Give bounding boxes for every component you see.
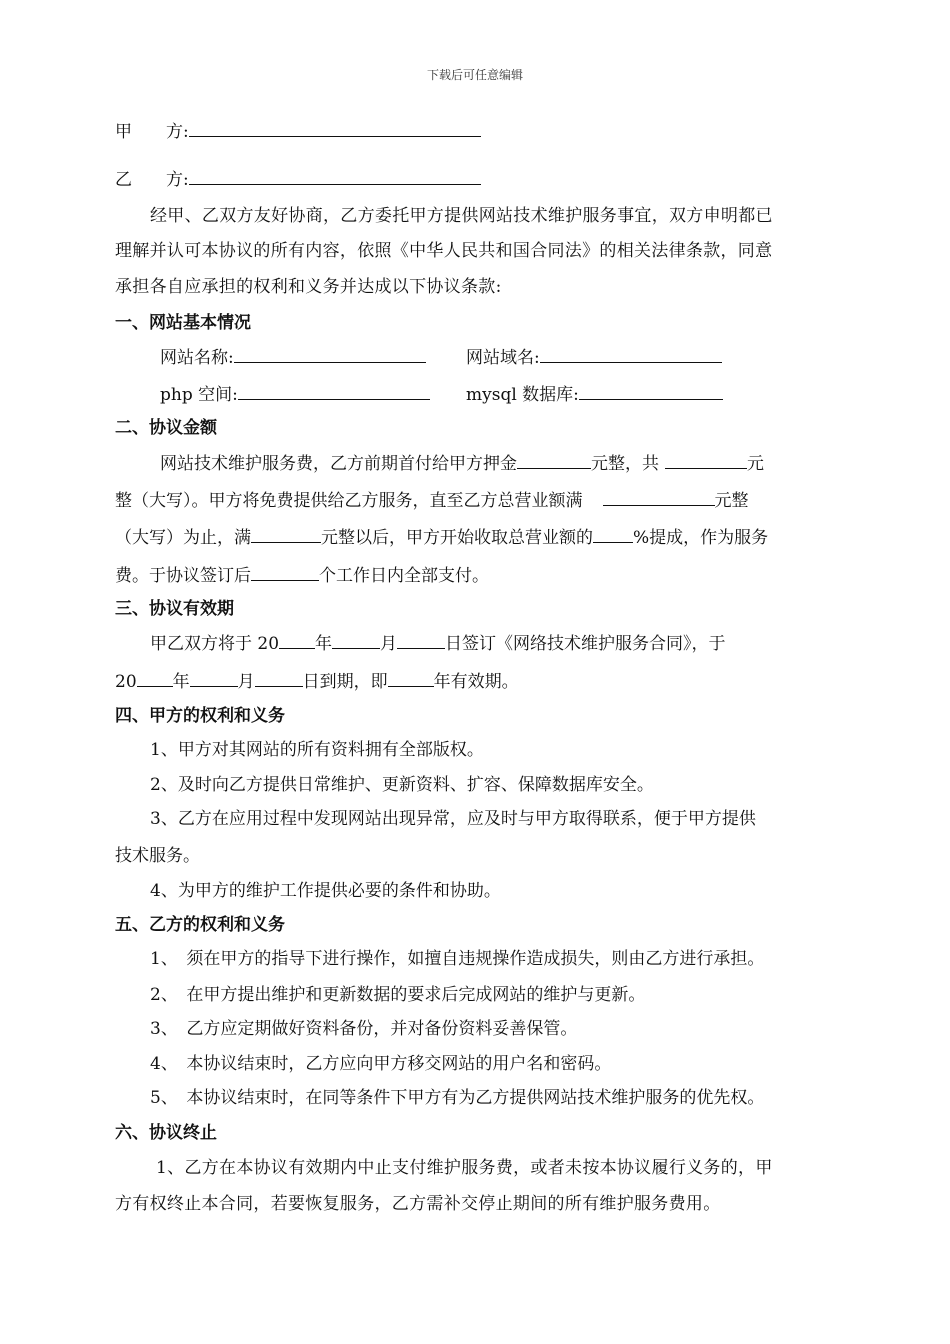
term-text-1b: 年: [315, 634, 333, 654]
fee-text-1b: 元整，共: [591, 454, 659, 474]
sign-day-blank[interactable]: [397, 632, 445, 649]
page-header: 下载后可任意编辑: [426, 68, 523, 82]
intro-line-1: 经甲、乙双方友好协商，乙方委托甲方提供网站技术维护服务事宜，双方申明都已: [150, 206, 773, 226]
fee-line-2: [115, 489, 749, 512]
s4-item-3: 3、乙方在应用过程中发现网站出现异常，应及时与甲方取得联系，便于甲方提供: [150, 809, 756, 829]
fee-text-3a: （大写）为止，满: [115, 528, 251, 548]
s4-item-2: 2、及时向乙方提供日常维护、更新资料、扩容、保障数据库安全。: [150, 775, 654, 795]
fee-text-3c: %提成，作为服务: [633, 528, 769, 548]
fee-text-2b: 元整: [714, 491, 749, 511]
party-b-line: [115, 168, 481, 191]
fee-line-1: [160, 452, 764, 475]
section-6-title: 六、协议终止: [115, 1123, 217, 1143]
term-line-2: [115, 670, 519, 693]
fee-text-4b: 个工作日内全部支付。: [319, 566, 489, 586]
site-domain-label: 网站域名:: [466, 348, 540, 368]
section-3-title: 三、协议有效期: [115, 599, 234, 619]
term-text-2e: 年有效期。: [433, 672, 519, 692]
fee-text-4a: 费。于协议签订后: [115, 566, 251, 586]
mysql-db-label: mysql 数据库:: [466, 385, 579, 405]
term-line-1: [150, 632, 726, 655]
term-text-1a: 甲乙双方将于 20: [150, 634, 280, 654]
revenue-threshold-blank[interactable]: [603, 489, 715, 506]
mysql-db-field: [466, 383, 723, 406]
intro-line-2: 理解并认可本协议的所有内容，依照《中华人民共和国合同法》的相关法律条款，同意: [115, 241, 773, 261]
validity-years-blank[interactable]: [388, 670, 434, 687]
section-1-title: 一、网站基本情况: [115, 313, 251, 333]
party-b-label: 乙 方:: [115, 170, 189, 190]
site-name-blank[interactable]: [234, 346, 426, 363]
intro-line-3: 承担各自应承担的权利和义务并达成以下协议条款:: [115, 277, 502, 297]
percent-blank[interactable]: [593, 526, 633, 543]
end-day-blank[interactable]: [255, 670, 303, 687]
party-a-blank[interactable]: [189, 120, 481, 137]
threshold-blank-2[interactable]: [251, 526, 321, 543]
s5-item-3: 3、 乙方应定期做好资料备份，并对备份资料妥善保管。: [150, 1019, 578, 1039]
php-space-field: [160, 383, 430, 406]
party-b-blank[interactable]: [189, 168, 481, 185]
deposit-blank[interactable]: [517, 452, 591, 469]
s4-item-4: 4、为甲方的维护工作提供必要的条件和协助。: [150, 881, 501, 901]
fee-text-1a: 网站技术维护服务费，乙方前期首付给甲方押金: [160, 454, 517, 474]
s6-item-1: 1、乙方在本协议有效期内中止支付维护服务费，或者未按本协议履行义务的，甲: [156, 1158, 773, 1178]
term-text-2b: 年: [172, 672, 190, 692]
site-name-label: 网站名称:: [160, 348, 234, 368]
section-2-title: 二、协议金额: [115, 418, 217, 438]
s6-item-1-cont: 方有权终止本合同，若要恢复服务，乙方需补交停止期间的所有维护服务费用。: [115, 1194, 721, 1214]
site-domain-field: [466, 346, 722, 369]
s5-item-2: 2、 在甲方提出维护和更新数据的要求后完成网站的维护与更新。: [150, 985, 646, 1005]
s4-item-1: 1、甲方对其网站的所有资料拥有全部版权。: [150, 740, 484, 760]
s5-item-4: 4、 本协议结束时，乙方应向甲方移交网站的用户名和密码。: [150, 1054, 612, 1074]
fee-text-2a: 整（大写）。甲方将免费提供给乙方服务，直至乙方总营业额满: [115, 491, 583, 511]
total-blank[interactable]: [665, 452, 747, 469]
workdays-blank[interactable]: [251, 564, 319, 581]
s5-item-5: 5、 本协议结束时，在同等条件下甲方有为乙方提供网站技术维护服务的优先权。: [150, 1088, 765, 1108]
sign-month-blank[interactable]: [332, 632, 380, 649]
php-space-label: php 空间:: [160, 385, 238, 405]
term-text-1d: 日签订《网络技术维护服务合同》，于: [445, 634, 726, 654]
end-year-blank[interactable]: [137, 670, 173, 687]
term-text-2a: 20: [115, 672, 137, 692]
fee-text-3b: 元整以后，甲方开始收取总营业额的: [321, 528, 593, 548]
party-a-line: [115, 120, 481, 143]
php-space-blank[interactable]: [238, 383, 430, 400]
fee-line-4: [115, 564, 489, 587]
term-text-2d: 日到期，即: [302, 672, 388, 692]
fee-text-1c: 元: [747, 454, 764, 474]
party-a-label: 甲 方:: [115, 122, 189, 142]
end-month-blank[interactable]: [190, 670, 238, 687]
s5-item-1: 1、 须在甲方的指导下进行操作，如擅自违规操作造成损失，则由乙方进行承担。: [150, 949, 765, 969]
fee-line-3: [115, 526, 768, 549]
sign-year-blank[interactable]: [279, 632, 315, 649]
site-domain-blank[interactable]: [540, 346, 722, 363]
mysql-db-blank[interactable]: [579, 383, 723, 400]
term-text-1c: 月: [380, 634, 398, 654]
site-name-field: [160, 346, 426, 369]
section-4-title: 四、甲方的权利和义务: [115, 706, 285, 726]
term-text-2c: 月: [237, 672, 255, 692]
s4-item-3-cont: 技术服务。: [115, 846, 200, 866]
section-5-title: 五、乙方的权利和义务: [115, 915, 285, 935]
